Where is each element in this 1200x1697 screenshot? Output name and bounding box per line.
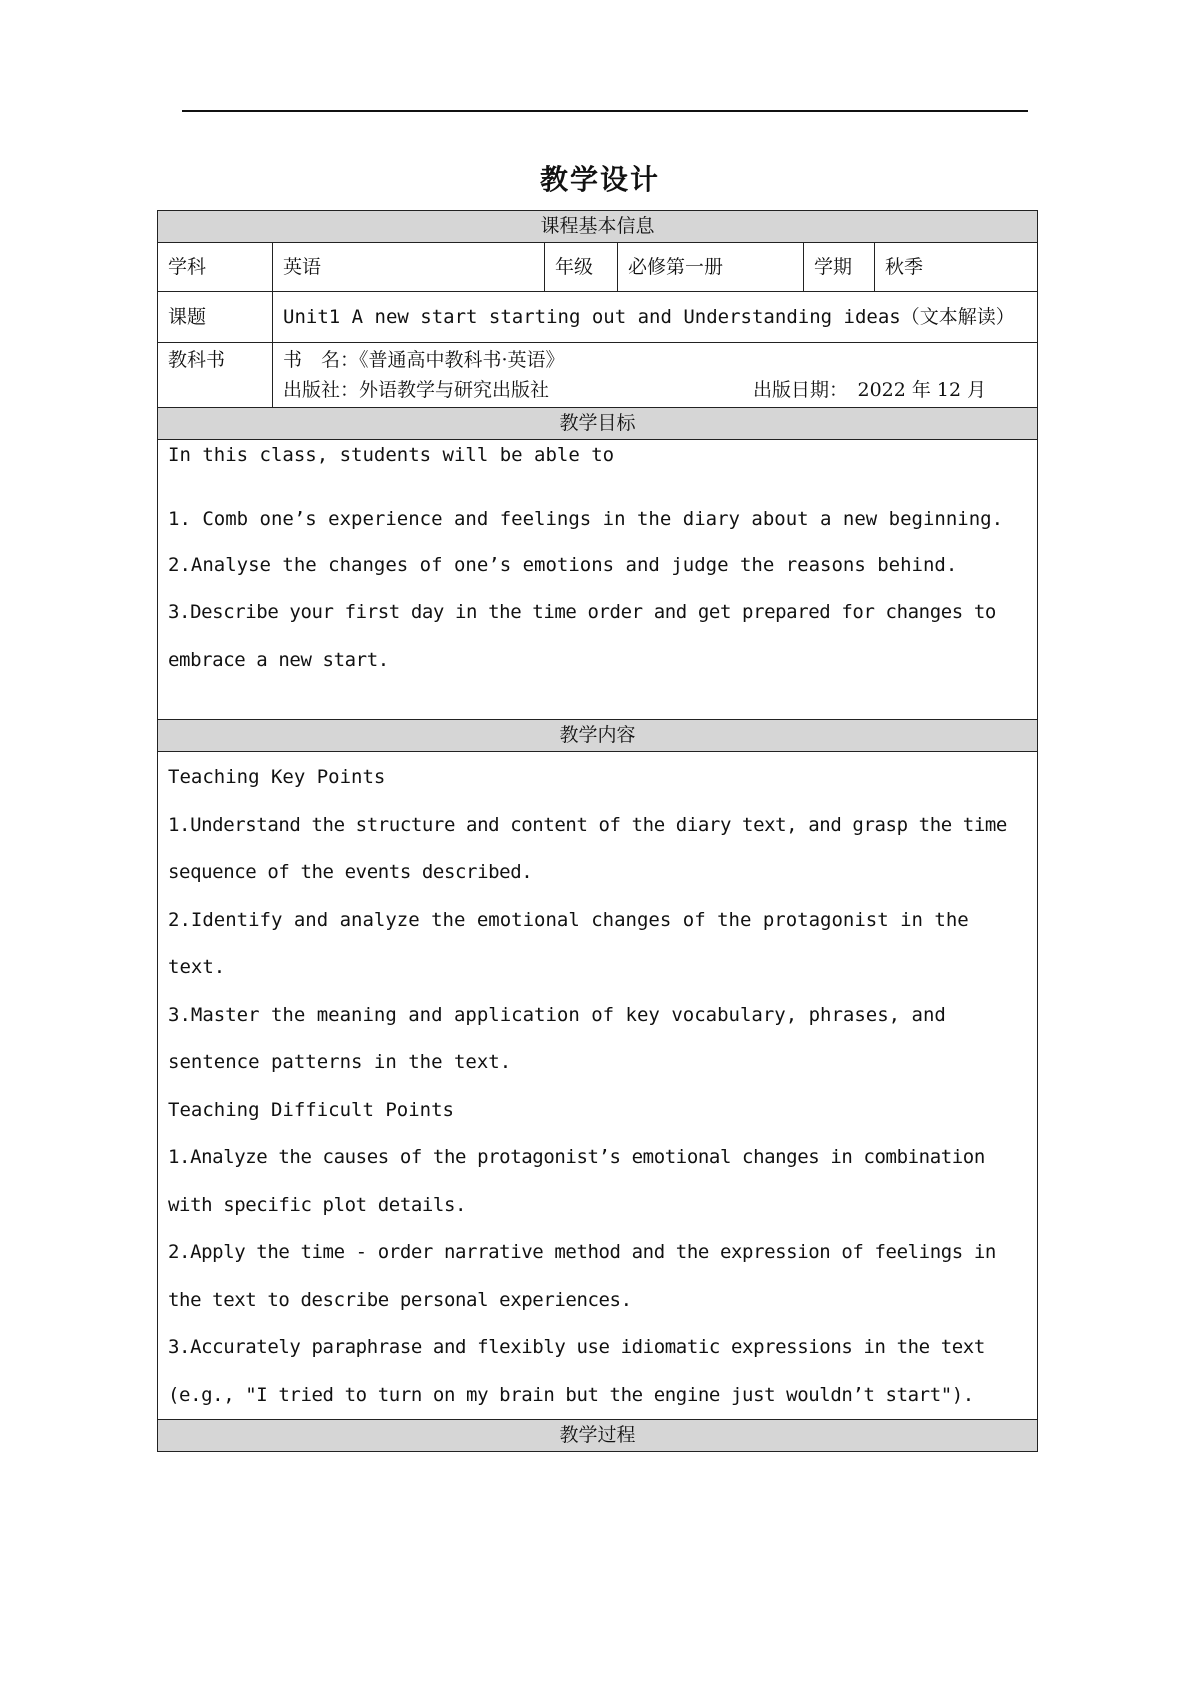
topic-value: Unit1 A new start starting out and Understanding ideas（文本解读） (273, 292, 1038, 343)
subject-value: 英语 (273, 243, 545, 292)
textbook-details (273, 343, 1038, 408)
publisher: 出版社：外语教学与研究出版社 (283, 379, 550, 401)
topic-label: 课题 (158, 292, 273, 343)
grade-label: 年级 (545, 243, 618, 292)
difficult-point-item: 3.Accurately paraphrase and flexibly use idiomatic expressions in the text (e.g., "I tried to turn on my brain but the engine just wouldn’t start"). (168, 1336, 985, 1406)
key-point-item: 1.Understand the structure and content of the diary text, and grasp the time sequence of the events described. (168, 813, 1007, 883)
objective-item: 1. Comb one’s experience and feelings in the diary about a new beginning. (168, 508, 1004, 530)
section-process: 教学过程 (158, 1420, 1038, 1452)
page-title: 教学设计 (539, 163, 660, 196)
textbook-label: 教科书 (158, 343, 273, 408)
key-points-heading: Teaching Key Points (168, 766, 386, 788)
publisher-row (283, 375, 1027, 405)
grade-value: 必修第一册 (618, 243, 804, 292)
objectives-block (158, 440, 1038, 720)
objective-item: 2.Analyse the changes of one’s emotions and judge the reasons behind. (168, 554, 958, 576)
term-value: 秋季 (875, 243, 1038, 292)
section-content: 教学内容 (158, 720, 1038, 752)
lesson-plan-table (157, 210, 1038, 1452)
difficult-point-item: 2.Apply the time - order narrative method and the expression of feelings in the text to describe personal experiences. (168, 1241, 996, 1311)
section-objectives: 教学目标 (158, 408, 1038, 440)
difficult-point-item: 1.Analyze the causes of the protagonist’s emotional changes in combination with specific plot details. (168, 1146, 985, 1216)
key-point-item: 2.Identify and analyze the emotional changes of the protagonist in the text. (168, 908, 969, 978)
content-block (158, 752, 1038, 1420)
publish-date: 出版日期： 2022 年 12 月 (753, 379, 987, 401)
difficult-points-heading: Teaching Difficult Points (168, 1098, 454, 1121)
objective-item: 3.Describe your first day in the time order and get prepared for changes to embrace a new start. (168, 601, 996, 671)
header-rule (182, 110, 1028, 112)
subject-label: 学科 (158, 243, 273, 292)
key-point-item: 3.Master the meaning and application of key vocabulary, phrases, and sentence patterns in the text. (168, 1003, 946, 1073)
term-label: 学期 (804, 243, 875, 292)
section-basic-info: 课程基本信息 (158, 211, 1038, 243)
book-name: 书 名：《普通高中教科书·英语》 (283, 349, 565, 371)
objectives-intro: In this class, students will be able to (168, 444, 615, 466)
